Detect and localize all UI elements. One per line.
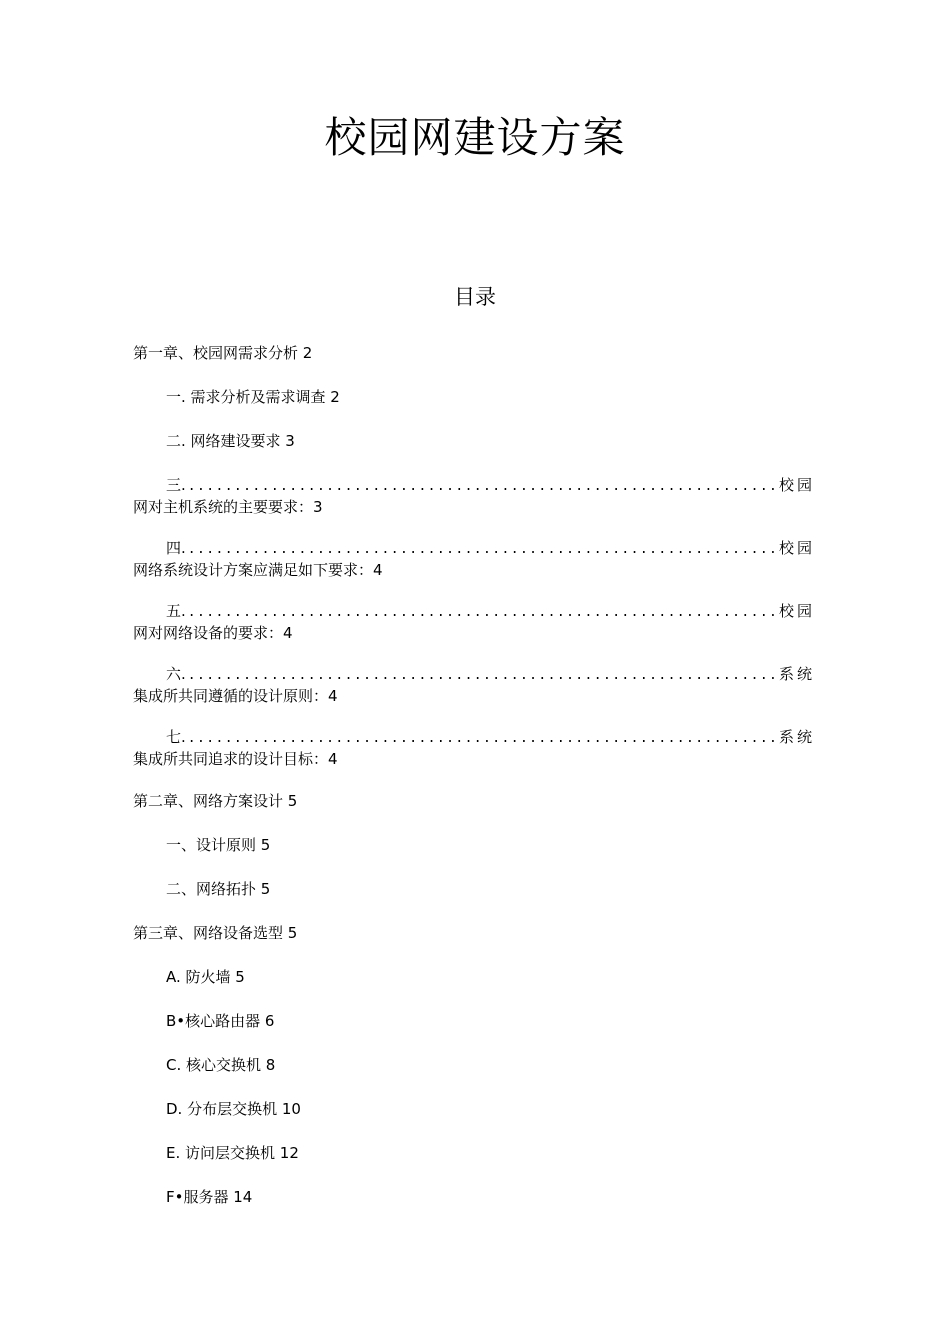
toc-entry-3-d: D. 分布层交换机 10 [166, 1100, 301, 1118]
toc-entry-number: 五. [166, 602, 186, 620]
toc-entry-3-c: C. 核心交换机 8 [166, 1056, 276, 1074]
toc-entry-number: 三. [166, 476, 186, 494]
toc-entry-text-continued: 网对网络设备的要求：4 [133, 624, 293, 642]
toc-entry-2-2: 二、网络拓扑 5 [166, 880, 271, 898]
dot-leader [188, 477, 777, 497]
toc-entry-text-continued: 集成所共同遵循的设计原则：4 [133, 687, 338, 705]
toc-entry-2-1: 一、设计原则 5 [166, 836, 271, 854]
toc-entry-chapter-1: 第一章、校园网需求分析 2 [133, 344, 313, 362]
dot-leader [188, 666, 777, 686]
document-title: 校园网建设方案 [324, 113, 626, 162]
toc-entry-chapter-2: 第二章、网络方案设计 5 [133, 792, 298, 810]
dot-leader [188, 729, 777, 749]
toc-entry-1-2: 二. 网络建设要求 3 [166, 432, 295, 450]
toc-entry-number: 七. [166, 728, 186, 746]
toc-entry-text-continued: 集成所共同追求的设计目标：4 [133, 750, 338, 768]
toc-entry-text-start: 系统 [778, 665, 815, 683]
toc-entry-text-continued: 网对主机系统的主要要求：3 [133, 498, 323, 516]
toc-entry-3-e: E. 访问层交换机 12 [166, 1144, 299, 1162]
toc-entry-3-b: B•核心路由器 6 [166, 1012, 275, 1030]
toc-entry-1-5 [133, 601, 815, 643]
toc-entry-1-6 [133, 664, 815, 706]
toc-entry-3-a: A. 防火墙 5 [166, 968, 245, 986]
toc-entry-1-4 [133, 538, 815, 580]
toc-entry-text-start: 校园 [778, 476, 815, 494]
toc-entry-1-7 [133, 727, 815, 769]
toc-entry-3-f: F•服务器 14 [166, 1188, 253, 1206]
toc-entry-text-continued: 网络系统设计方案应满足如下要求：4 [133, 561, 383, 579]
dot-leader [188, 603, 777, 623]
toc-entry-1-3 [133, 475, 815, 517]
toc-entry-text-start: 系统 [778, 728, 815, 746]
dot-leader [188, 540, 777, 560]
toc-entry-text-start: 校园 [778, 602, 815, 620]
toc-entry-number: 六. [166, 665, 186, 683]
toc-entry-chapter-3: 第三章、网络设备选型 5 [133, 924, 298, 942]
toc-heading: 目录 [454, 285, 496, 309]
toc-entry-1-1: 一. 需求分析及需求调查 2 [166, 388, 340, 406]
toc-entry-number: 四. [166, 539, 186, 557]
toc-entry-text-start: 校园 [778, 539, 815, 557]
